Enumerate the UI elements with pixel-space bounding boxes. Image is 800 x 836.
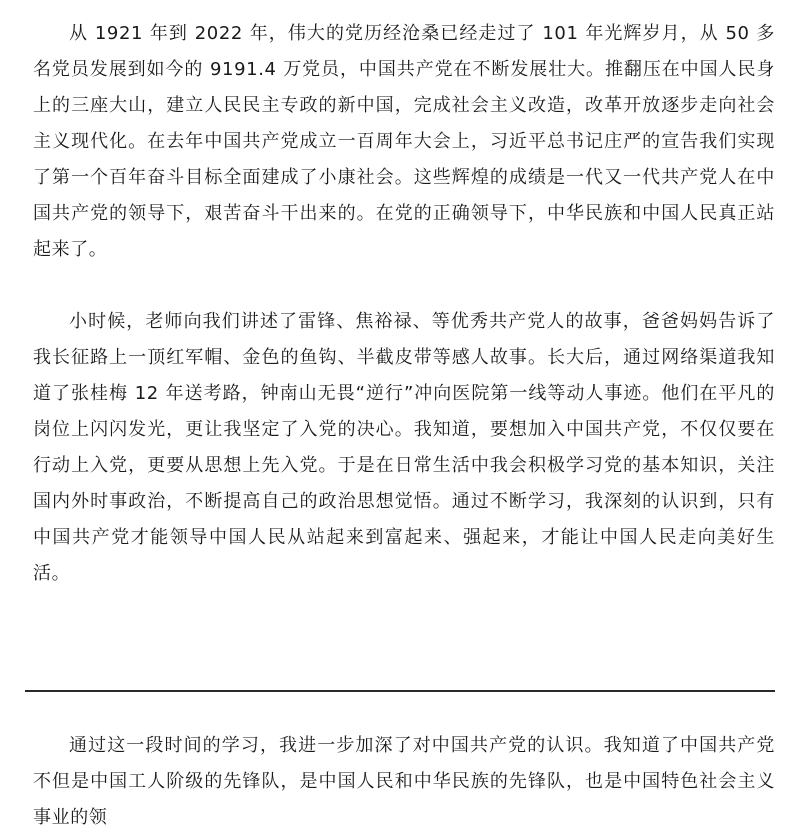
paragraph-block-2 xyxy=(33,304,775,592)
paragraph-block-3 xyxy=(33,728,775,836)
paragraph-text: 从 1921 年到 2022 年，伟大的党历经沧桑已经走过了 101 年光辉岁月，从 50 多名党员发展到如今的 9191.4 万党员，中国共产党在不断发展壮大。推翻压在中国人民身上的三座大山，建立人民民主专政的新中国，完成社会主义改造，改革开放逐步走向社会主义现代化。在去年中国共产党成立一百周年大会上，习近平总书记庄严的宣告我们实现了第一个百年奋斗目标全面建成了小康社会。这些辉煌的成绩是一代又一代共产党人在中国共产党的领导下，艰苦奋斗干出来的。在党的正确领导下，中华民族和中国人民真正站起来了。 xyxy=(33,23,775,260)
paragraph-text: 小时候，老师向我们讲述了雷锋、焦裕禄、等优秀共产党人的故事，爸爸妈妈告诉了我长征路上一顶红军帽、金色的鱼钩、半截皮带等感人故事。长大后，通过网络渠道我知道了张桂梅 12 年送考路，钟南山无畏“逆行”冲向医院第一线等动人事迹。他们在平凡的岗位上闪闪发光，更让我坚定了入党的决心。我知道，要想加入中国共产党，不仅仅要在行动上入党，更要从思想上先入党。于是在日常生活中我会积极学习党的基本知识，关注国内外时事政治，不断提高自己的政治思想觉悟。通过不断学习，我深刻的认识到，只有中国共产党才能领导中国人民从站起来到富起来、强起来，才能让中国人民走向美好生活。 xyxy=(33,311,775,584)
section-divider xyxy=(25,690,775,692)
paragraph-text: 通过这一段时间的学习，我进一步加深了对中国共产党的认识。我知道了中国共产党不但是中国工人阶级的先锋队，是中国人民和中华民族的先锋队，也是中国特色社会主义事业的领 xyxy=(33,735,775,828)
paragraph-block-1 xyxy=(33,16,775,268)
